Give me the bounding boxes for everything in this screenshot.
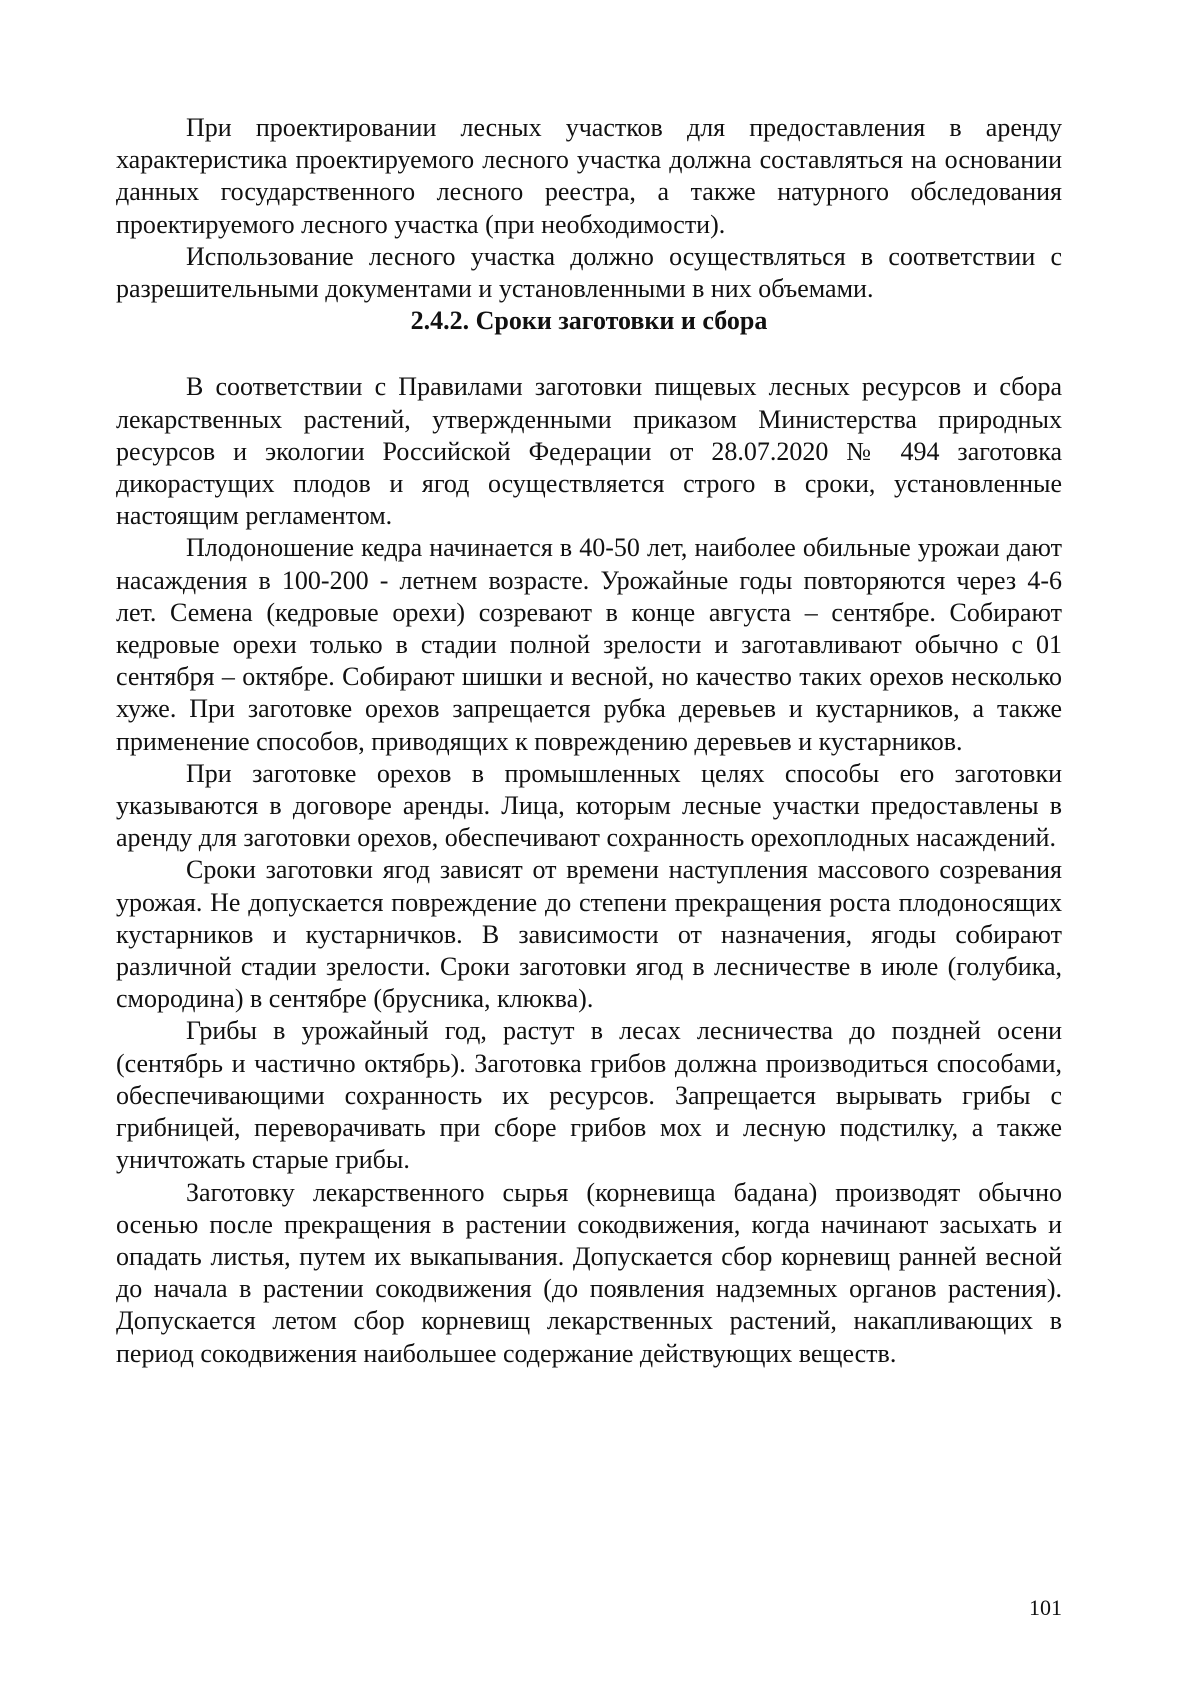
paragraph-lease-design: При проектировании лесных участков для предоставления в аренду характеристика проектируемого лесного участка должна составляться на основании данных государственного лесного реестра, а также натурного обследования проектируемого лесного участка (при необходимости). xyxy=(116,113,1062,239)
paragraph-mushrooms: Грибы в урожайный год, растут в лесах лесничества до поздней осени (сентябрь и частично октябрь). Заготовка грибов должна производиться способами, обеспечивающими сохранность их ресурсов. Запрещается вырывать грибы с грибницей, переворачивать при сборе грибов мох и лесную подстилку, а также уничтожать старые грибы. xyxy=(116,1016,1062,1175)
paragraph-cedar-nuts: Плодоношение кедра начинается в 40-50 лет, наиболее обильные урожаи дают насаждения в 100-200 - летнем возрасте. Урожайные годы повторяются через 4-6 лет. Семена (кедровые орехи) созревают в конце августа – сентябре. Собирают кедровые орехи только в стадии полной зрелости и заготавливают обычно с 01 сентября – октябре. Собирают шишки и весной, но качество таких орехов несколько хуже. При заготовке орехов запрещается рубка деревьев и кустарников, а также применение способов, приводящих к повреждению деревьев и кустарников. xyxy=(116,533,1062,756)
page-number: 101 xyxy=(1029,1595,1062,1620)
section-heading: 2.4.2. Сроки заготовки и сбора xyxy=(410,306,768,336)
paragraph-land-use: Использование лесного участка должно осуществляться в соответствии с разрешительными документами и установленными в них объемами. xyxy=(116,241,1062,304)
paragraph-berries: Сроки заготовки ягод зависят от времени наступления массового созревания урожая. Не допускается повреждение до степени прекращения роста плодоносящих кустарников и кустарничков. В зависимости от назначения, ягоды собирают различной стадии зрелости. Сроки заготовки ягод в лесничестве в июле (голубика, смородина) в сентябре (брусника, клюква). xyxy=(116,855,1062,1014)
paragraph-industrial-nuts: При заготовке орехов в промышленных целях способы его заготовки указываются в договоре аренды. Лица, которым лесные участки предоставлены в аренду для заготовки орехов, обеспечивают сохранность орехоплодных насаждений. xyxy=(116,758,1062,853)
paragraph-medicinal-plants: Заготовку лекарственного сырья (корневища бадана) производят обычно осенью после прекращения в растении сокодвижения, когда начинают засыхать и опадать листья, путем их выкапывания. Допускается сбор корневищ ранней весной до начала в растении сокодвижения (до появления надземных органов растения). Допускается летом сбор корневищ лекарственных растений, накапливающих в период сокодвижения наибольшее содержание действующих веществ. xyxy=(116,1177,1062,1368)
document-page xyxy=(116,112,1062,1370)
heading-spacer xyxy=(116,337,1062,371)
paragraph-harvest-rules: В соответствии с Правилами заготовки пищевых лесных ресурсов и сбора лекарственных растений, утвержденными приказом Министерства природных ресурсов и экологии Российской Федерации от 28.07.2020 № 494 заготовка дикорастущих плодов и ягод осуществляется строго в сроки, установленные настоящим регламентом. xyxy=(116,372,1062,531)
